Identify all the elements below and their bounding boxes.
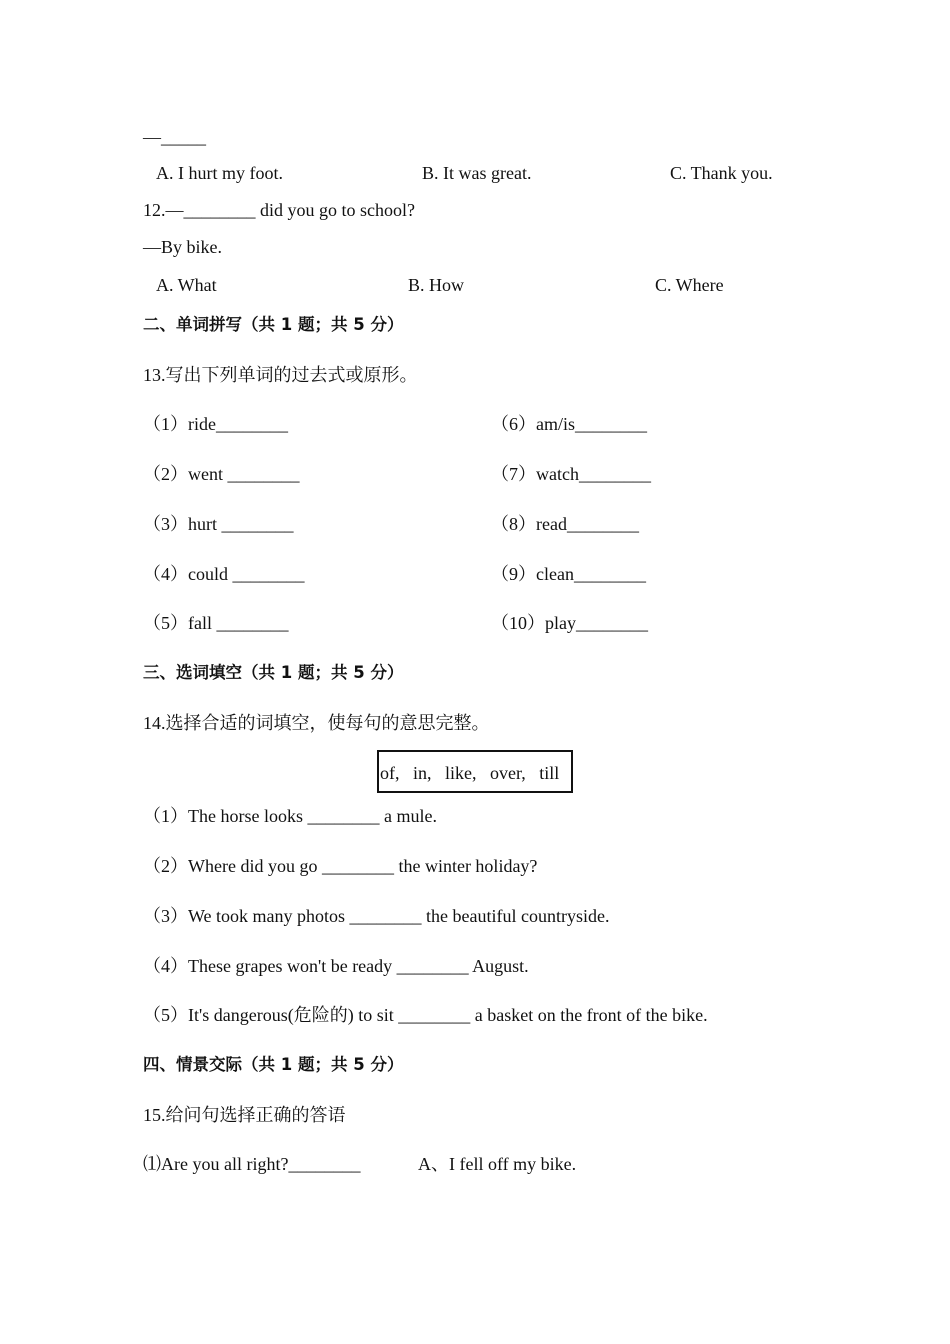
q13-item-5: （5）fall ________: [143, 613, 289, 633]
q14-sentence-3: （3）We took many photos ________ the beautiful countryside.: [143, 906, 610, 926]
q14-prompt: 14.选择合适的词填空，使每句的意思完整。: [143, 713, 490, 733]
q13-item-7: （7）watch________: [491, 464, 651, 484]
q13-prompt: 13.写出下列单词的过去式或原形。: [143, 365, 418, 385]
q14-sentence-2: （2）Where did you go ________ the winter holiday?: [143, 856, 538, 876]
q14-sentence-1: （1）The horse looks ________ a mule.: [143, 806, 437, 826]
q11-answer-line: —_____: [143, 127, 206, 147]
q11-option-b: B. It was great.: [422, 163, 532, 183]
word-box: [377, 750, 573, 793]
q13-item-2: （2）went ________: [143, 464, 300, 484]
section4-heading: 四、情景交际（共 1 题；共 5 分）: [143, 1055, 404, 1074]
q12-question: 12.—________ did you go to school?: [143, 200, 415, 220]
q13-item-9: （9）clean________: [491, 564, 646, 584]
word-box-words: of, in, like, over, till: [380, 763, 560, 783]
q14-sentence-5: （5）It's dangerous(危险的) to sit ________ a basket on the front of the bike.: [143, 1005, 708, 1025]
q15-answer-a: A、I fell off my bike.: [418, 1154, 577, 1174]
section2-heading: 二、单词拼写（共 1 题；共 5 分）: [143, 315, 404, 334]
q12-option-b: B. How: [408, 275, 465, 295]
q12-reply: —By bike.: [143, 237, 222, 257]
q13-item-1: （1）ride________: [143, 414, 288, 434]
q14-sentence-4: （4）These grapes won't be ready ________ August.: [143, 956, 529, 976]
q13-item-4: （4）could ________: [143, 564, 305, 584]
q11-option-a: A. I hurt my foot.: [156, 163, 283, 183]
q13-item-6: （6）am/is________: [491, 414, 647, 434]
q12-option-c: C. Where: [655, 275, 724, 295]
q13-item-10: （10）play________: [491, 613, 648, 633]
q13-item-3: （3）hurt ________: [143, 514, 294, 534]
q12-option-a: A. What: [156, 275, 217, 295]
q15-prompt: 15.给问句选择正确的答语: [143, 1105, 346, 1125]
q15-question-1: ⑴Are you all right?________: [143, 1154, 361, 1174]
section3-heading: 三、选词填空（共 1 题；共 5 分）: [143, 663, 404, 682]
q11-option-c: C. Thank you.: [670, 163, 773, 183]
q13-item-8: （8）read________: [491, 514, 639, 534]
